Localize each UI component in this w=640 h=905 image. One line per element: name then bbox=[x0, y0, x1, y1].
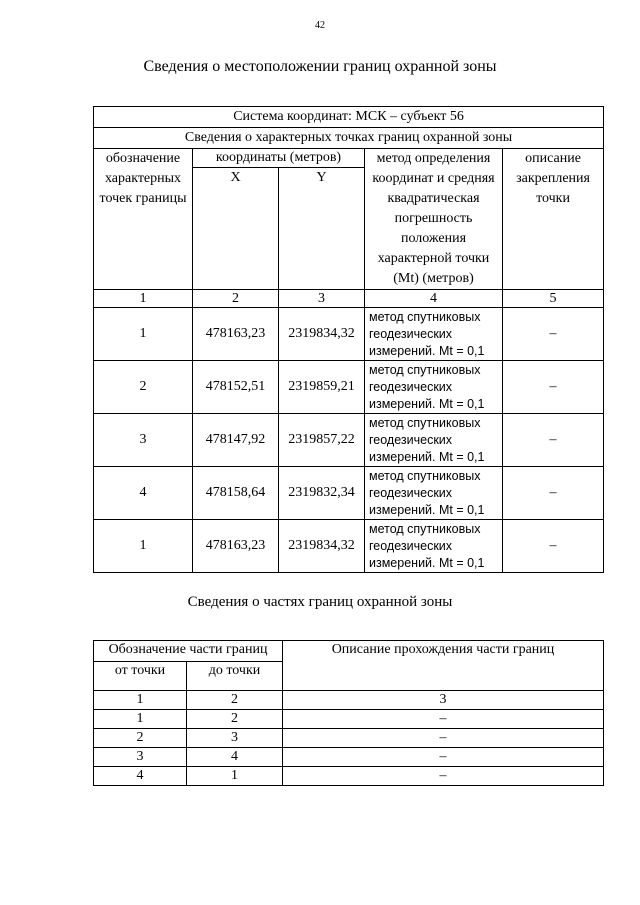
header-point-designation: обозначение характерных точек границы bbox=[94, 149, 193, 290]
point-description: – bbox=[503, 308, 604, 361]
coord-x: 478163,23 bbox=[193, 520, 279, 573]
header-parts-designation: Обозначение части границ bbox=[94, 641, 283, 662]
header-parts-description: Описание прохождения части границ bbox=[283, 641, 604, 691]
header-method: метод определения координат и средняя квадратическая погрешность положения характерной точки (Mt) (метров) bbox=[365, 149, 503, 290]
coord-x: 478158,64 bbox=[193, 467, 279, 520]
from-point: 2 bbox=[94, 729, 187, 748]
header-coordinates: координаты (метров) bbox=[193, 149, 365, 168]
part-description: – bbox=[283, 767, 604, 786]
header-to-point: до точки bbox=[187, 662, 283, 691]
point-description: – bbox=[503, 414, 604, 467]
table-row bbox=[94, 308, 604, 361]
table-row bbox=[94, 414, 604, 467]
table-row bbox=[94, 467, 604, 520]
header-y: Y bbox=[279, 168, 365, 290]
to-point: 3 bbox=[187, 729, 283, 748]
point-id: 1 bbox=[94, 308, 193, 361]
to-point: 1 bbox=[187, 767, 283, 786]
table-row bbox=[94, 748, 604, 767]
point-id: 1 bbox=[94, 520, 193, 573]
col-number: 2 bbox=[187, 691, 283, 710]
part-description: – bbox=[283, 748, 604, 767]
table-subtitle: Сведения о характерных точках границ охранной зоны bbox=[94, 128, 604, 149]
table-row bbox=[94, 767, 604, 786]
point-id: 2 bbox=[94, 361, 193, 414]
table-row bbox=[94, 520, 604, 573]
from-point: 4 bbox=[94, 767, 187, 786]
col-number: 5 bbox=[503, 290, 604, 308]
col-number: 4 bbox=[365, 290, 503, 308]
method-text: метод спутниковых геодезических измерений. Mt = 0,1 bbox=[365, 467, 503, 520]
coord-y: 2319834,32 bbox=[279, 308, 365, 361]
table-row bbox=[94, 361, 604, 414]
coord-x: 478147,92 bbox=[193, 414, 279, 467]
col-number: 2 bbox=[193, 290, 279, 308]
coord-y: 2319834,32 bbox=[279, 520, 365, 573]
coord-x: 478152,51 bbox=[193, 361, 279, 414]
method-text: метод спутниковых геодезических измерений. Mt = 0,1 bbox=[365, 520, 503, 573]
col-number: 1 bbox=[94, 691, 187, 710]
from-point: 3 bbox=[94, 748, 187, 767]
coord-y: 2319832,34 bbox=[279, 467, 365, 520]
point-description: – bbox=[503, 467, 604, 520]
section-title-parts: Сведения о частях границ охранной зоны bbox=[187, 594, 453, 610]
header-x: X bbox=[193, 168, 279, 290]
part-description: – bbox=[283, 729, 604, 748]
method-text: метод спутниковых геодезических измерений. Mt = 0,1 bbox=[365, 414, 503, 467]
coord-system-label: Система координат: МСК – субъект 56 bbox=[94, 107, 604, 128]
header-from-point: от точки bbox=[94, 662, 187, 691]
part-description: – bbox=[283, 710, 604, 729]
col-number: 3 bbox=[279, 290, 365, 308]
col-number: 1 bbox=[94, 290, 193, 308]
col-number: 3 bbox=[283, 691, 604, 710]
point-description: – bbox=[503, 520, 604, 573]
to-point: 2 bbox=[187, 710, 283, 729]
from-point: 1 bbox=[94, 710, 187, 729]
page-number: 42 bbox=[315, 20, 325, 31]
table-row bbox=[94, 710, 604, 729]
document-title: Сведения о местоположении границ охранной зоны bbox=[143, 58, 497, 75]
coord-y: 2319859,21 bbox=[279, 361, 365, 414]
coord-x: 478163,23 bbox=[193, 308, 279, 361]
point-description: – bbox=[503, 361, 604, 414]
point-id: 3 bbox=[94, 414, 193, 467]
header-description: описание закрепления точки bbox=[503, 149, 604, 290]
to-point: 4 bbox=[187, 748, 283, 767]
table-row bbox=[94, 729, 604, 748]
method-text: метод спутниковых геодезических измерений. Mt = 0,1 bbox=[365, 308, 503, 361]
point-id: 4 bbox=[94, 467, 193, 520]
boundary-parts-table bbox=[93, 640, 604, 786]
boundary-points-table bbox=[93, 106, 604, 573]
method-text: метод спутниковых геодезических измерений. Mt = 0,1 bbox=[365, 361, 503, 414]
coord-y: 2319857,22 bbox=[279, 414, 365, 467]
